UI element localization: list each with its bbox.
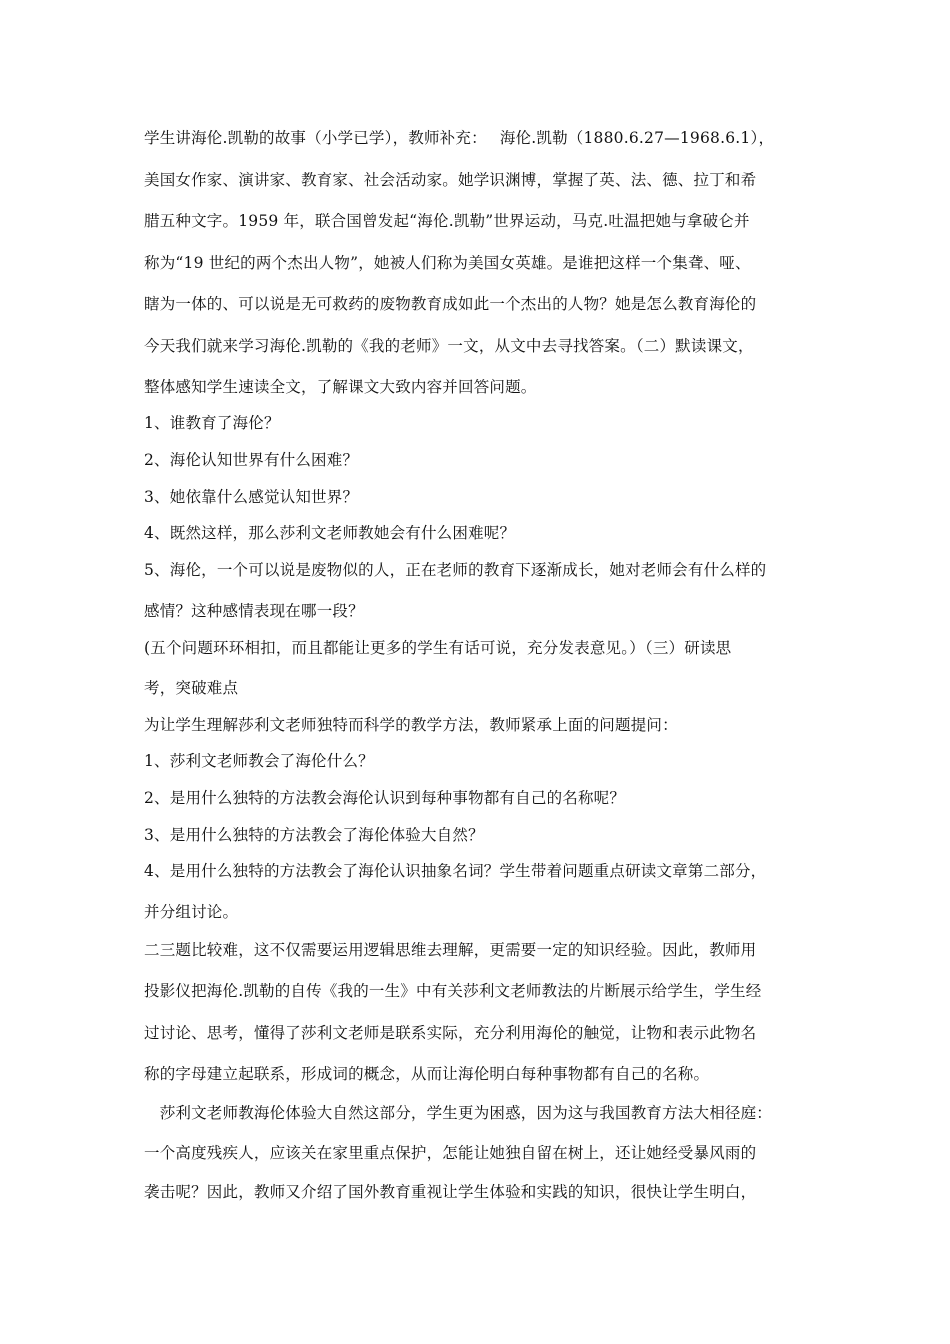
question-line: 2、海伦认知世界有什么困难？	[144, 451, 359, 469]
text-line: 称的字母建立起联系，形成词的概念，从而让海伦明白每种事物都有自己的名称。	[144, 1065, 710, 1083]
text-line: 过讨论、思考，懂得了莎利文老师是联系实际，充分利用海伦的触觉，让物和表示此物名	[144, 1024, 757, 1042]
text-line: 莎利文老师教海伦体验大自然这部分，学生更为困惑，因为这与我国教育方法大相径庭：	[144, 1104, 773, 1122]
text-line: 一个高度残疾人，应该关在家里重点保护，怎能让她独自留在树上，还让她经受暴风雨的	[144, 1144, 757, 1162]
question-line: 1、谁教育了海伦？	[144, 414, 280, 432]
text-line: 考，突破难点	[144, 679, 239, 697]
text-line: 并分组讨论。	[144, 903, 239, 921]
question-line: 4、是用什么独特的方法教会了海伦认识抽象名词？学生带着问题重点研读文章第二部分，	[144, 862, 767, 880]
question-line: 2、是用什么独特的方法教会海伦认识到每种事物都有自己的名称呢？	[144, 789, 626, 807]
text-line: 为让学生理解莎利文老师独特而科学的教学方法，教师紧承上面的问题提问：	[144, 716, 678, 734]
text-line: 腊五种文字。1959 年，联合国曾发起“海伦.凯勒”世界运动，马克.吐温把她与拿破仑并	[144, 212, 750, 230]
text-line: 整体感知学生速读全文，了解课文大致内容并回答问题。	[144, 378, 537, 396]
text-line: 今天我们就来学习海伦.凯勒的《我的老师》一文，从文中去寻找答案。（二）默读课文，	[144, 337, 754, 355]
text-line: 投影仪把海伦.凯勒的自传《我的一生》中有关莎利文老师教法的片断展示给学生，学生经	[144, 982, 762, 1000]
text-line: 美国女作家、演讲家、教育家、社会活动家。她学识渊博，掌握了英、法、德、拉丁和希	[144, 171, 757, 189]
question-line: 5、海伦，一个可以说是废物似的人，正在老师的教育下逐渐成长，她对老师会有什么样的	[144, 561, 767, 579]
text-line: 学生讲海伦.凯勒的故事（小学已学），教师补充： 海伦.凯勒（1880.6.27—1968.6.1），	[144, 129, 775, 147]
question-line: 3、她依靠什么感觉认知世界？	[144, 488, 359, 506]
question-line: 4、既然这样，那么莎利文老师教她会有什么困难呢？	[144, 524, 516, 542]
text-line: 感情？这种感情表现在哪一段？	[144, 602, 364, 620]
text-line: 称为“19 世纪的两个杰出人物”，她被人们称为美国女英雄。是谁把这样一个集聋、哑、	[144, 254, 751, 272]
text-line: 瞎为一体的、可以说是无可救药的废物教育成如此一个杰出的人物？她是怎么教育海伦的	[144, 295, 757, 313]
text-line: (五个问题环环相扣，而且都能让更多的学生有话可说，充分发表意见。）（三）研读思	[144, 639, 732, 657]
text-line: 袭击呢？因此，教师又介绍了国外教育重视让学生体验和实践的知识，很快让学生明白，	[144, 1183, 757, 1201]
text-line: 二三题比较难，这不仅需要运用逻辑思维去理解，更需要一定的知识经验。因此，教师用	[144, 941, 757, 959]
question-line: 3、是用什么独特的方法教会了海伦体验大自然？	[144, 826, 484, 844]
question-line: 1、莎利文老师教会了海伦什么？	[144, 752, 374, 770]
